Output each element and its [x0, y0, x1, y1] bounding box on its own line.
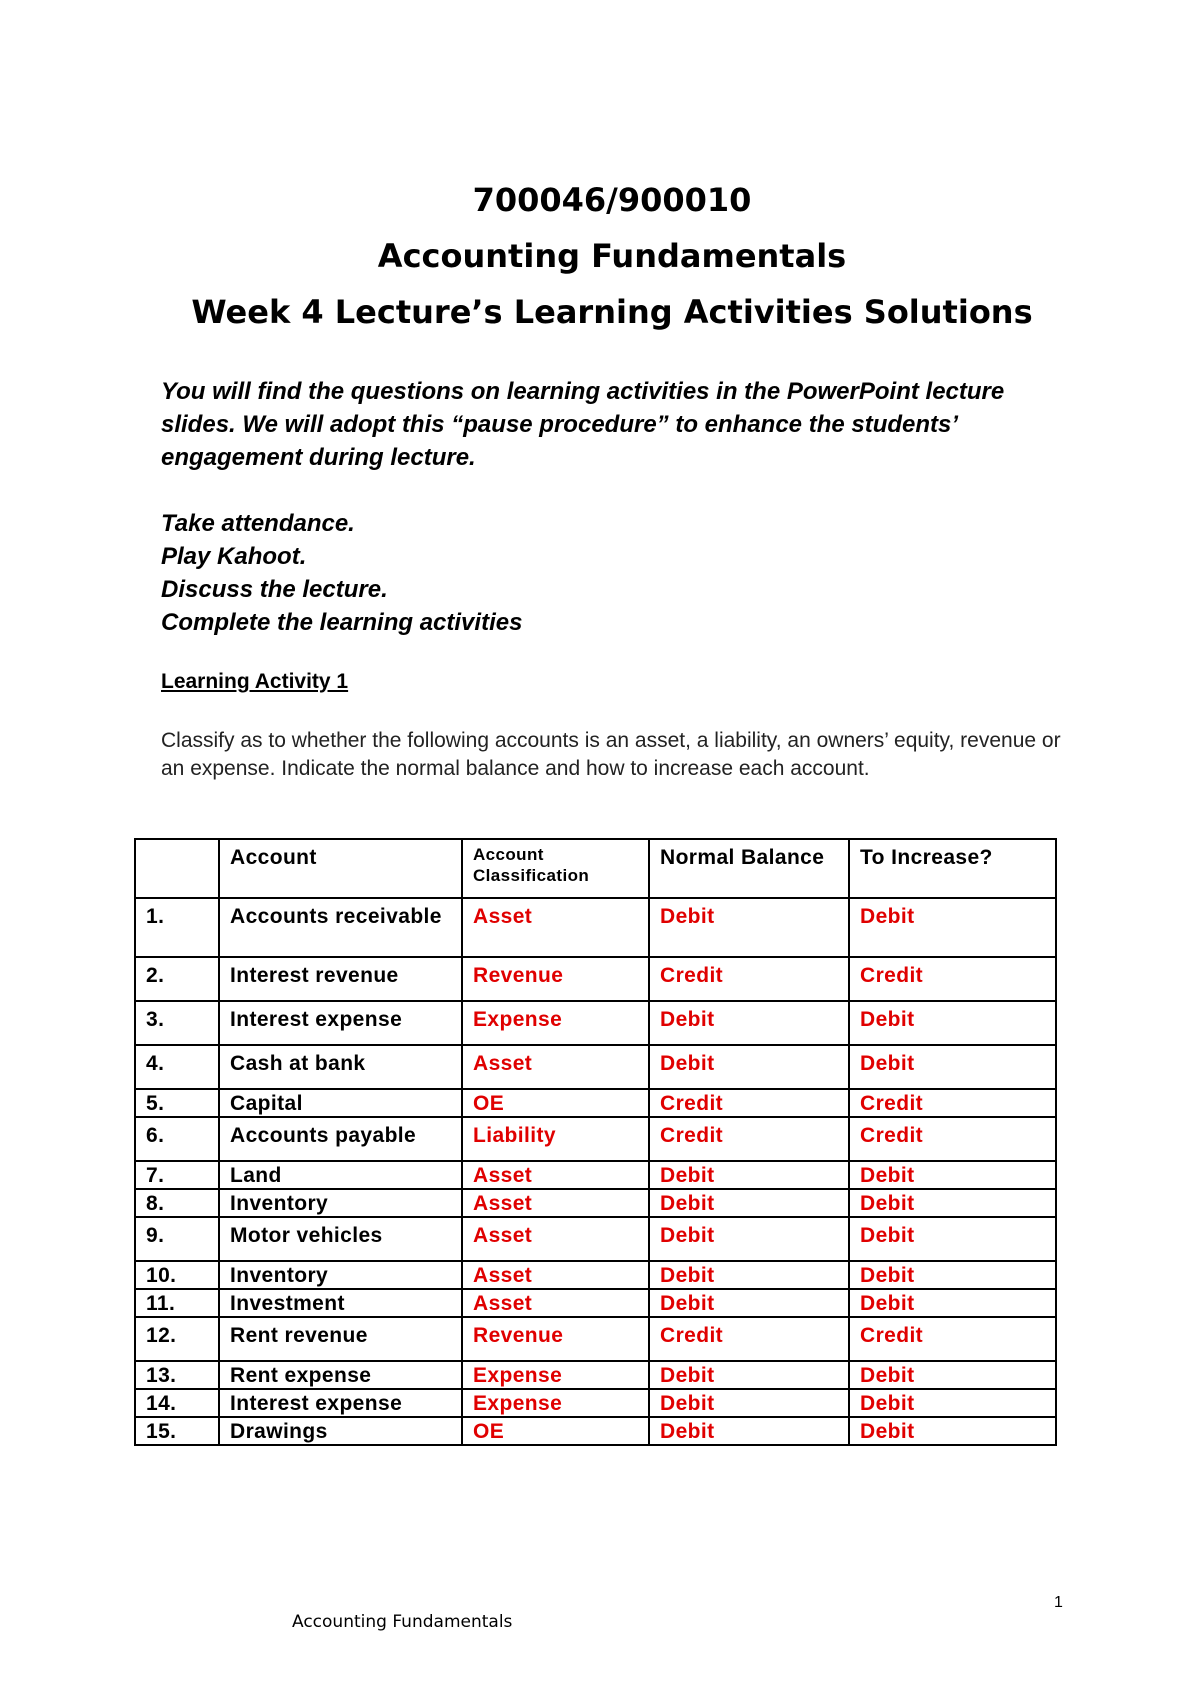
header-classification: Account Classification	[462, 839, 649, 898]
account-classification: Expense	[462, 1389, 649, 1417]
account-classification: OE	[462, 1089, 649, 1117]
account-name: Accounts payable	[219, 1117, 462, 1161]
account-name: Rent revenue	[219, 1317, 462, 1361]
row-number: 12.	[135, 1317, 219, 1361]
step-item: Take attendance.	[161, 510, 355, 537]
table-row	[135, 1389, 1056, 1417]
to-increase: Credit	[849, 1317, 1056, 1361]
account-name: Inventory	[219, 1189, 462, 1217]
account-name: Motor vehicles	[219, 1217, 462, 1261]
account-classification: Asset	[462, 898, 649, 957]
step-item: Complete the learning activities	[161, 609, 523, 636]
intro-section	[161, 375, 1061, 639]
row-number: 9.	[135, 1217, 219, 1261]
account-classification: Asset	[462, 1217, 649, 1261]
account-name: Capital	[219, 1089, 462, 1117]
normal-balance: Debit	[649, 1001, 849, 1045]
row-number: 10.	[135, 1261, 219, 1289]
account-classification: Liability	[462, 1117, 649, 1161]
account-classification: Asset	[462, 1045, 649, 1089]
intro-paragraph: You will find the questions on learning activities in the PowerPoint lecture slides. We will adopt this “pause procedure” to enhance the students’ engagement during lecture.	[161, 378, 1005, 471]
row-number: 6.	[135, 1117, 219, 1161]
account-name: Investment	[219, 1289, 462, 1317]
account-classification: Revenue	[462, 957, 649, 1001]
header-to-increase: To Increase?	[849, 839, 1056, 898]
activity-instructions: Classify as to whether the following accounts is an asset, a liability, an owners’ equity, revenue or an expense. Indicate the normal balance and how to increase each account.	[161, 729, 1061, 780]
table-row	[135, 957, 1056, 1001]
normal-balance: Debit	[649, 1161, 849, 1189]
header-normal-balance: Normal Balance	[649, 839, 849, 898]
normal-balance: Debit	[649, 1261, 849, 1289]
page-title: Week 4 Lecture’s Learning Activities Solutions	[191, 293, 1033, 331]
normal-balance: Debit	[649, 1389, 849, 1417]
to-increase: Debit	[849, 1217, 1056, 1261]
to-increase: Credit	[849, 1089, 1056, 1117]
accounts-table	[134, 838, 1057, 1446]
table-header-row	[135, 839, 1056, 898]
row-number: 5.	[135, 1089, 219, 1117]
normal-balance: Debit	[649, 1045, 849, 1089]
normal-balance: Credit	[649, 1089, 849, 1117]
step-item: Play Kahoot.	[161, 543, 307, 570]
course-name: Accounting Fundamentals	[377, 237, 847, 275]
account-classification: Expense	[462, 1001, 649, 1045]
account-name: Interest revenue	[219, 957, 462, 1001]
row-number: 1.	[135, 898, 219, 957]
to-increase: Debit	[849, 1045, 1056, 1089]
account-classification: Expense	[462, 1361, 649, 1389]
to-increase: Debit	[849, 1001, 1056, 1045]
account-name: Cash at bank	[219, 1045, 462, 1089]
normal-balance: Credit	[649, 957, 849, 1001]
to-increase: Credit	[849, 1117, 1056, 1161]
spacer	[161, 474, 1061, 507]
table-row	[135, 1161, 1056, 1189]
account-classification: OE	[462, 1417, 649, 1445]
normal-balance: Debit	[649, 1417, 849, 1445]
to-increase: Debit	[849, 1189, 1056, 1217]
table-row	[135, 1217, 1056, 1261]
account-name: Accounts receivable	[219, 898, 462, 957]
to-increase: Debit	[849, 1417, 1056, 1445]
table-row	[135, 1261, 1056, 1289]
table-row	[135, 1189, 1056, 1217]
table-row	[135, 1289, 1056, 1317]
normal-balance: Debit	[649, 1289, 849, 1317]
table-row	[135, 1089, 1056, 1117]
row-number: 14.	[135, 1389, 219, 1417]
to-increase: Debit	[849, 1389, 1056, 1417]
activity-heading: Learning Activity 1	[161, 670, 349, 693]
row-number: 13.	[135, 1361, 219, 1389]
page-number: 1	[1054, 1594, 1063, 1611]
header-account: Account	[219, 839, 462, 898]
page-footer: Accounting Fundamentals	[292, 1612, 513, 1632]
title-block	[0, 172, 1200, 340]
table-row	[135, 1361, 1056, 1389]
normal-balance: Debit	[649, 1361, 849, 1389]
account-name: Drawings	[219, 1417, 462, 1445]
header-number	[135, 839, 219, 898]
account-classification: Asset	[462, 1261, 649, 1289]
row-number: 7.	[135, 1161, 219, 1189]
row-number: 11.	[135, 1289, 219, 1317]
account-classification: Asset	[462, 1161, 649, 1189]
table-row	[135, 1045, 1056, 1089]
normal-balance: Debit	[649, 1189, 849, 1217]
to-increase: Debit	[849, 1289, 1056, 1317]
normal-balance: Debit	[649, 898, 849, 957]
normal-balance: Debit	[649, 1217, 849, 1261]
row-number: 4.	[135, 1045, 219, 1089]
table-row	[135, 1117, 1056, 1161]
to-increase: Debit	[849, 1161, 1056, 1189]
account-name: Interest expense	[219, 1001, 462, 1045]
step-item: Discuss the lecture.	[161, 576, 388, 603]
table-row	[135, 898, 1056, 957]
account-classification: Revenue	[462, 1317, 649, 1361]
account-name: Interest expense	[219, 1389, 462, 1417]
to-increase: Debit	[849, 1361, 1056, 1389]
to-increase: Debit	[849, 898, 1056, 957]
account-name: Rent expense	[219, 1361, 462, 1389]
row-number: 15.	[135, 1417, 219, 1445]
table-body	[135, 898, 1056, 1445]
table-row	[135, 1001, 1056, 1045]
row-number: 8.	[135, 1189, 219, 1217]
account-name: Land	[219, 1161, 462, 1189]
normal-balance: Credit	[649, 1117, 849, 1161]
account-name: Inventory	[219, 1261, 462, 1289]
normal-balance: Credit	[649, 1317, 849, 1361]
table-row	[135, 1417, 1056, 1445]
account-classification: Asset	[462, 1189, 649, 1217]
row-number: 2.	[135, 957, 219, 1001]
table-row	[135, 1317, 1056, 1361]
to-increase: Credit	[849, 957, 1056, 1001]
row-number: 3.	[135, 1001, 219, 1045]
account-classification: Asset	[462, 1289, 649, 1317]
to-increase: Debit	[849, 1261, 1056, 1289]
course-code: 700046/900010	[472, 181, 752, 219]
